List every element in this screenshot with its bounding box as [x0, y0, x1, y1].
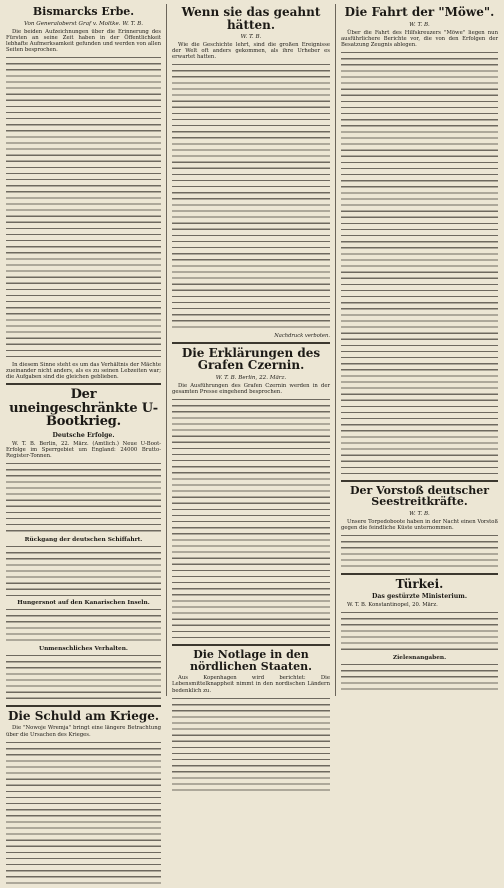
paragraph: Die "Nowoje Wremja" bringt eine längere Betrachtung über die Ursachen des Krieges.: [6, 725, 161, 738]
column-1: [6, 4, 161, 888]
section-title: Unmenschliches Verhalten.: [39, 646, 128, 653]
text-block: [6, 55, 161, 360]
byline: W. T. B. Berlin, 22. März.: [215, 375, 287, 382]
section-title: Zielesnangaben.: [392, 655, 447, 662]
paragraph: Aus Kopenhagen wird berichtet: Die Lebensmittelknappheit nimmt in den nordischen Ländern bedenklich zu.: [172, 675, 330, 694]
text-block: [341, 533, 498, 570]
text-block: [341, 610, 498, 653]
text-block: [6, 544, 161, 599]
headline: Bismarcks Erbe.: [32, 5, 135, 18]
divider: [6, 705, 161, 707]
text-block: [6, 740, 161, 886]
text-block: [6, 653, 161, 702]
byline: W. T. B.: [409, 21, 430, 28]
paragraph: In diesem Sinne steht es um das Verhältnis der Mächte zueinander nicht anders, als es zu seinen Lebzeiten war; die Aufgaben sind die gleichen geblieben.: [6, 361, 161, 381]
headline: Die Fahrt der "Möwe".: [344, 5, 495, 19]
paragraph: Unsere Torpedoboote haben in der Nacht einen Vorstoß gegen die feindliche Küste unternommen.: [341, 518, 498, 532]
column-2: [172, 4, 330, 795]
paragraph: W. T. B. Berlin, 22. März. (Amtlich.) Neue U-Boot-Erfolge im Sperrgebiet um England: 24000 Brutto-Register-Tonnen.: [6, 441, 161, 460]
paragraph: Die beiden Aufzeichnungen über die Erinnerung des Fürsten an seine Zeit haben in der Öffentlichkeit lebhafte Aufmerksamkeit gefunden und werden von allen Seiten besprochen.: [6, 28, 161, 53]
paragraph: Die Ausführungen des Grafen Czernin werden in der gesamten Presse eingehend besprochen.: [172, 383, 330, 396]
text-block: [6, 461, 161, 534]
subhead: Deutsche Erfolge.: [52, 432, 115, 440]
byline: W. T. B.: [409, 510, 430, 517]
divider: [172, 644, 330, 646]
footnote: Nachdruck verboten.: [274, 332, 330, 339]
text-block: [172, 397, 330, 641]
divider: [341, 480, 498, 482]
section-title: Hungersnot auf den Kanarischen Inseln.: [17, 600, 150, 607]
paragraph: Wie die Geschichte lehrt, sind die großen Ereignisse der Welt oft anders gekommen, als ihre Urheber es erwartet hatten.: [172, 42, 330, 61]
headline: Die Schuld am Kriege.: [7, 708, 160, 723]
text-block: [172, 62, 330, 330]
section-title: Rückgang der deutschen Schiffahrt.: [24, 536, 143, 543]
column-rule: [335, 4, 336, 696]
byline: W. T. B.: [240, 34, 262, 41]
headline: Wenn sie das geahnt hätten.: [181, 5, 321, 32]
column-rule: [166, 4, 167, 696]
subhead: Das gestürzte Ministerium.: [372, 593, 467, 601]
text-block: [341, 50, 498, 477]
headline: Der Vorstoß deutscher Seestreitkräfte.: [349, 483, 490, 509]
divider: [341, 573, 498, 575]
byline: Von Generaloberst Graf v. Moltke. W. T. B.: [23, 20, 144, 27]
headline: Die Erklärungen des Grafen Czernin.: [181, 345, 321, 373]
text-block: [341, 662, 498, 693]
column-3: [341, 4, 498, 695]
headline: Der uneingeschränkte U-Bootkrieg.: [9, 387, 158, 430]
text-block: [172, 696, 330, 794]
paragraph: W. T. B. Konstantinopel, 20. März.: [347, 602, 438, 609]
headline: Türkei.: [395, 576, 444, 591]
text-block: [6, 607, 161, 644]
divider: [172, 342, 330, 344]
paragraph: Über die Fahrt des Hilfskreuzers "Möwe" liegen nun ausführlichere Berichte vor, die von den Erfolgen der Besatzung Zeugnis ablegen.: [341, 29, 498, 48]
headline: Die Notlage in den nördlichen Staaten.: [190, 648, 312, 673]
divider: [6, 383, 161, 385]
